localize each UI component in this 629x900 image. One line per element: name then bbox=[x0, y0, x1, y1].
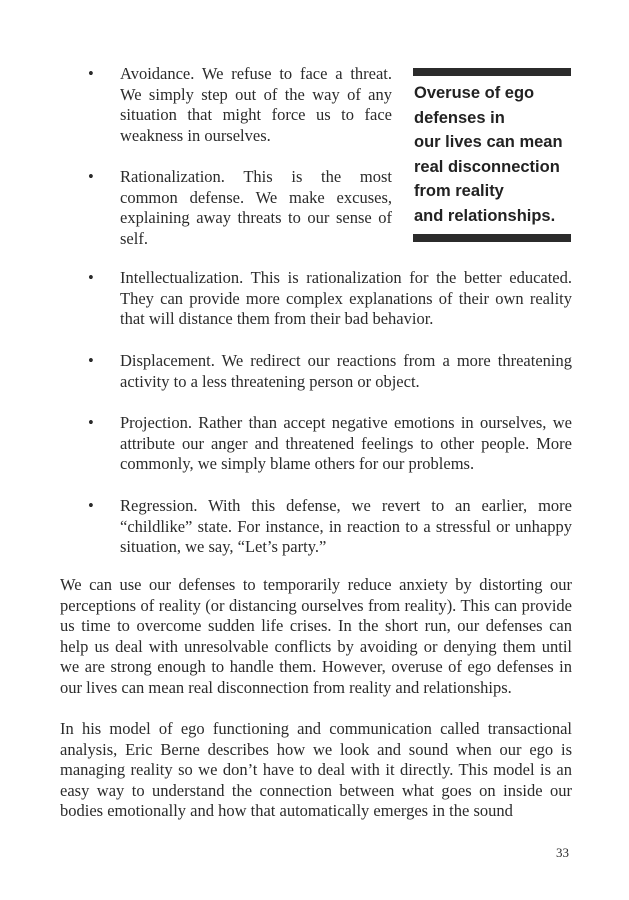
list-item-text: Regression. With this defense, we revert to an earlier, more “childlike” state. For instance, in reaction to a stressful or unhappy situation, we say, “Let’s party.” bbox=[120, 496, 572, 557]
pull-quote-line: and relationships. bbox=[414, 206, 556, 225]
list-item-text: Displacement. We redirect our reactions from a more threatening activity to a less threatening person or object. bbox=[120, 351, 572, 391]
bullet-icon: • bbox=[88, 496, 94, 515]
bullet-icon: • bbox=[88, 268, 94, 287]
pull-quote-top-rule bbox=[413, 68, 571, 76]
pull-quote-line: our lives can mean bbox=[414, 133, 563, 152]
bullet-icon: • bbox=[88, 413, 94, 432]
bullet-icon: • bbox=[88, 351, 94, 370]
pull-quote bbox=[413, 68, 571, 242]
body-paragraph-transactional-analysis: In his model of ego functioning and communication called transactional analysis, Eric Berne describes how we look and sound when our ego is managing reality so we don’t have to deal with it directly. This model is an easy way to understand the connection between what goes on inside our bodies emotionally and how that automatically emerges in the sound bbox=[60, 719, 572, 821]
page-number: 33 bbox=[556, 845, 569, 860]
list-item-text: Avoidance. We refuse to face a threat. We simply step out of the way of any situation that might force us to face weakness in ourselves. bbox=[120, 64, 392, 145]
list-item-text: Rationalization. This is the most common defense. We make excuses, explaining away threats to our sense of self. bbox=[120, 167, 392, 248]
pull-quote-text bbox=[413, 76, 571, 234]
pull-quote-line: defenses in bbox=[414, 108, 505, 127]
list-item-text: Projection. Rather than accept negative emotions in ourselves, we attribute our anger and threatened feelings to other people. More commonly, we simply blame others for our problems. bbox=[120, 413, 572, 474]
bullet-icon: • bbox=[88, 64, 94, 83]
pull-quote-bottom-rule bbox=[413, 234, 571, 242]
pull-quote-line: real disconnection bbox=[414, 157, 560, 176]
body-paragraph-defenses: We can use our defenses to temporarily reduce anxiety by distorting our perceptions of reality (or distancing ourselves from reality). This can provide us time to overcome sudden life crises. In the short run, our defenses can help us deal with unresolvable conflicts by avoiding or denying them until we are strong enough to handle them. However, overuse of ego defenses in our lives can mean real disconnection from reality and relationships. bbox=[60, 575, 572, 697]
list-item-text: Intellectualization. This is rationalization for the better educated. They can provide more complex explanations of their own reality that will distance them from their bad behavior. bbox=[120, 268, 572, 329]
pull-quote-line: from reality bbox=[414, 182, 504, 201]
bullet-icon: • bbox=[88, 167, 94, 186]
pull-quote-line: Overuse of ego bbox=[414, 84, 535, 102]
